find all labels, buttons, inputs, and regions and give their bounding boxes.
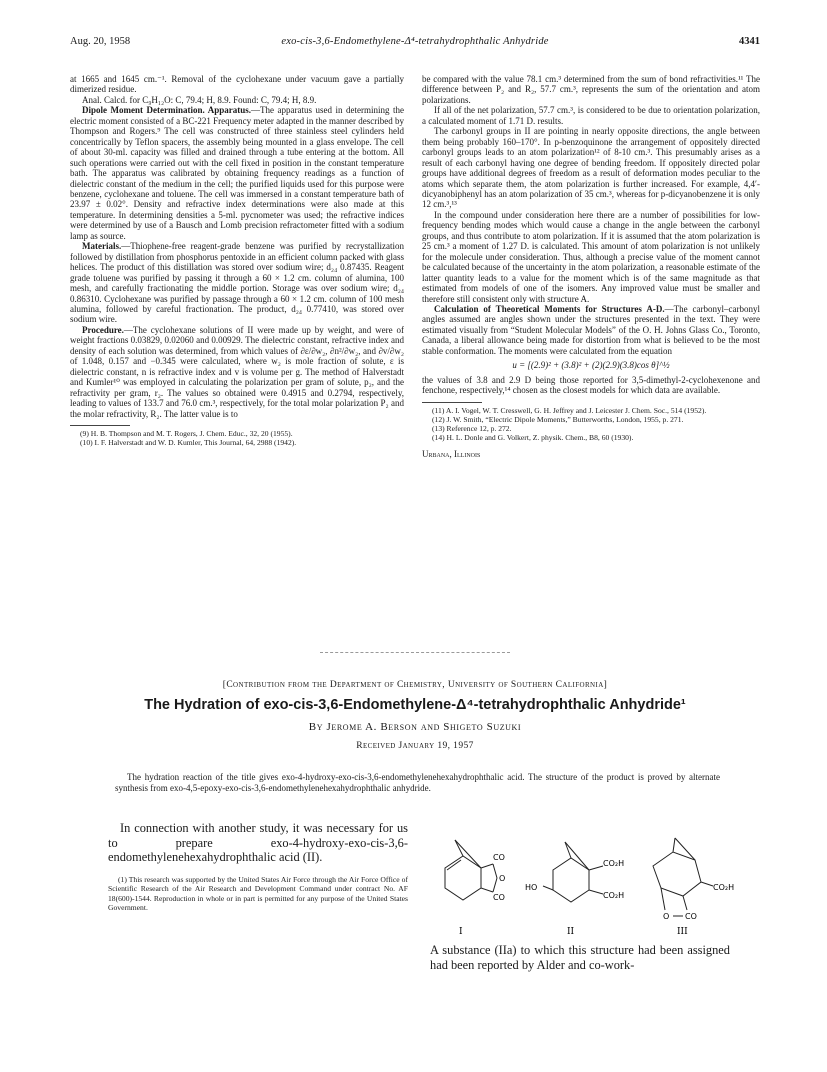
running-header: [70, 36, 760, 50]
bond: [565, 842, 571, 858]
paragraph-text: —The carbonyl–carbonyl angles assumed are angles shown under the structures presented in the text. They were estimated visually from “Student Molecular Models” of the O. H. Johns Glass Co., Toronto, Canada, a liberal allowance being made for distortion from what is believed to be the most stable conformation. The moments were calculated from the equation: [422, 303, 760, 356]
footnotes: [422, 402, 760, 443]
structure-label: HO: [525, 883, 538, 892]
bond: [565, 842, 589, 870]
bond: [661, 888, 665, 910]
header-running-title: exo-cis-3,6-Endomethylene-Δ⁴-tetrahydrophthalic Anhydride: [281, 36, 549, 47]
ring: [553, 858, 589, 902]
footnote: (10) I. F. Halverstadt and W. D. Kumler, This Journal, 64, 2988 (1942).: [80, 438, 297, 448]
section-heading: Dipole Moment Determination. Apparatus.: [82, 105, 252, 116]
footnote: (13) Reference 12, p. 272.: [432, 424, 512, 434]
left-column: [70, 74, 404, 448]
intro-paragraph: In connection with another study, it was necessary for us to prepare exo-4-hydroxy-exo-cis-3,6-endomethylenehexahydrophthalic acid (II).: [108, 821, 408, 865]
structure-label: CO: [493, 853, 505, 862]
structure-label: CO₂H: [603, 859, 625, 868]
bond: [481, 864, 493, 868]
footnote-rule: [70, 425, 130, 426]
section-heading: Materials.: [82, 241, 122, 252]
section-heading: Procedure.: [82, 324, 124, 335]
right-column: [422, 74, 760, 459]
paragraph: The carbonyl groups in II are pointing in nearly opposite directions, the angle between them being probably 160–170°. In p-benzoquinone the arrangement of oppositely directed carbonyl groups leads to an atom polarization¹² of 8-10 cm.³. This presumably arises as a result of each carbonyl having one degree of bending freedom. If oppositely directed polar groups have additional degrees of freedom as a result of deformation modes peculiar to the atoms which separate them, the atom polarization is further increased. For example, 4,4′-dicyanobiphenyl has an atom polarization of 35 cm.³, whereas for p-dicyanobenzene it is only 12 cm.³,¹³: [422, 126, 760, 210]
footnote: (14) H. L. Donle and G. Volkert, Z. physik. Chem., B8, 60 (1930).: [432, 433, 634, 443]
contribution-line: [Contribution from the Department of Chemistry, University of Southern California]: [222, 680, 608, 690]
compound-number: III: [677, 927, 688, 937]
compound-number: II: [567, 927, 575, 937]
intro-column: [108, 821, 408, 912]
article-authors: By Jerome A. Berson and Shigeto Suzuki: [308, 721, 522, 733]
footnote: (11) A. I. Vogel, W. T. Cresswell, G. H. Jeffrey and J. Leicester J. Chem. Soc., 514 (1952).: [432, 405, 707, 415]
paragraph-text: —Thiophene-free reagent-grade benzene was purified by recrystallization followed by distillation from phosphorus pentoxide in an efficient column packed with glass helices. The product of this distillation was stored over sodium wire; d₂₄ 0.87435. Reagent grade toluene was purified by passing it through a 60 × 1.2 cm. column of alumina, 100 mesh, and carefully fractionating the middle portion. Storage was over sodium wire; d₂₄ 0.86310. Cyclohexane was purified by passage through a 60 × 1.2 cm. column of 100 mesh alumina, followed by careful fractionation. The product, d₂₄ 0.77410, was stored over sodium wire.: [70, 241, 404, 325]
received-date: Received January 19, 1957: [356, 741, 474, 751]
bond: [455, 840, 481, 868]
structure-label: O: [663, 912, 670, 921]
paragraph-calculation: [422, 304, 760, 356]
paragraph: the values of 3.8 and 2.9 D being those reported for 3,5-dimethyl-2-cyclohexenone and fenchone, respectively,¹⁴ chosen as the closest models for which data are available.: [422, 374, 760, 396]
footnote: (12) J. W. Smith, “Electric Dipole Moments,” Butterworths, London, 1955, p. 271.: [432, 414, 684, 424]
bond: [481, 888, 493, 892]
paragraph: In the compound under consideration here there are a number of possibilities for low-frequency bending modes which would cause a change in the angle between the carbonyl groups, and thus contribute to atom polarization. If it is assumed that the atom polarization is 25 cm.³ a moment of 1.27 D. is calculated. This amount of atom polarization is not unlikely for the molecule under consideration. Thus, although a precise value of the moment cannot be calculated because of the uncertainty in the atom polarization, a reasonable estimate of the latter quantity leads to a value for the moment which is of the same magnitude as that estimated from models of one of the isomers. Any improved value must be smaller and therefore still consistent only with structure A.: [422, 209, 760, 304]
structure-i: [445, 840, 497, 900]
footnote: (1) This research was supported by the United States Air Force through the Air Force Office of Scientific Research of the Air Research and Development Command under contract No. AF 18(600)-1544. Reproduction in whole or in part is permitted for any purpose of the United States Government.: [108, 874, 408, 912]
paragraph-analysis: Anal. Calcd. for C₉H₁₂O: C, 79.4; H, 8.9. Found: C, 79.4; H, 8.9.: [82, 94, 317, 105]
header-date: Aug. 20, 1958: [70, 36, 131, 47]
bond: [683, 896, 687, 910]
article-separator: [320, 652, 510, 653]
structure-iii: [653, 838, 713, 916]
abstract: The hydration reaction of the title gives exo-4-hydroxy-exo-cis-3,6-endomethylenehexahydrophthalic acid. The structure of the product is proved by alternate synthesis from exo-4,5-epoxy-exo-cis-3,6-endomethylenehexahydrophthalic anhydride.: [115, 772, 720, 793]
chemical-structures: [425, 830, 735, 940]
article-title: The Hydration of exo-cis-3,6-Endomethylene-Δ⁴-tetrahydrophthalic Anhydride¹: [144, 697, 686, 713]
paragraph-procedure: [70, 325, 404, 419]
bond: [543, 886, 553, 890]
bond: [589, 866, 603, 870]
structure-label: O: [499, 874, 506, 883]
footnote: (9) H. B. Thompson and M. T. Rogers, J. Chem. Educ., 32, 20 (1955).: [80, 428, 293, 438]
structure-label: CO₂H: [713, 883, 735, 892]
paragraph: at 1665 and 1645 cm.⁻¹. Removal of the cyclohexane under vacuum gave a partially dimerized residue.: [70, 74, 404, 95]
paragraph: be compared with the value 78.1 cm.³ determined from the sum of bond refractivities.¹¹ The difference between P₂ and R₂, 57.7 cm.³, represents the sum of the orientation and atom polarizations.: [422, 74, 760, 105]
structure-label: CO: [493, 893, 505, 902]
bond: [589, 890, 603, 894]
structure-label: CO: [685, 912, 697, 921]
compound-number: I: [459, 927, 463, 937]
continuation-paragraph: A substance (IIa) to which this structure had been assigned had been reported by Alder and co-work-: [430, 943, 730, 972]
header-page-number: 4341: [739, 36, 760, 47]
footnotes: [70, 425, 404, 448]
paragraph-text: —The cyclohexane solutions of II were made up by weight, and were of weight fractions 0.03829, 0.02060 and 0.00929. The dielectric constant, refractive index and density of each solution was determined, from which values of ∂ε/∂w₂, ∂n²/∂w₂, and ∂v/∂w₂ of 1.048, 0.157 and −0.345 were calculated, where w₂ is mole fraction of solute, ε is dielectric constant, n is refractive index and v is volume per g. The method of Halverstadt and Kumler¹⁰ was employed in calculating the polarization per gram of solute, p₂, and the refractivity per gram, r₂. The values so obtained were 0.4915 and 0.2794, respectively, leading to values of 133.7 and 76.0 cm.³, respectively, for the total molar polarization P₂ and the molar refractivity, R₂. The latter value is to: [70, 324, 404, 419]
affiliation: Urbana, Illinois: [422, 448, 481, 459]
paragraph-text: —The apparatus used in determining the electric moment consisted of a BC-221 Frequency meter adapted in the manner described by Thompson and Rogers.⁹ The cell was constructed of three stainless steel cylinders held concentrically by Teflon spacers, the assembly being mounted in a glass envelope. The cell of about 30-ml. capacity was filled and drained through a tube entering at the bottom. All such operations were carried out with the cell fixed in position in the constant temperature bath. The apparatus was calibrated by obtaining frequency readings as a function of dielectric constant of the medium in the cell; the purified liquids used for this purpose were benzene, cyclohexane and toluene. The cell was immersed in a constant temperature bath of 23.97 ± 0.02°. Density and refractive index determinations were also made at this temperature. In determining densities a 5-ml. pycnometer was used; the refractive indices were determined by use of a Bausch and Lomb precision refractometer fitted with a sodium lamp as source.: [70, 105, 404, 241]
structure-ii: [543, 842, 603, 902]
structure-label: CO₂H: [603, 891, 625, 900]
paragraph: If all of the net polarization, 57.7 cm.³, is considered to be due to orientation polarization, a calculated moment of 1.71 D. results.: [422, 105, 760, 126]
equation: u = [(2.9)² + (3.8)² + (2)(2.9)(3.8)cos θ]^½: [512, 360, 670, 371]
paragraph-apparatus: [70, 105, 404, 241]
bond: [673, 838, 675, 852]
section-heading: Calculation of Theoretical Moments for Structures A-D.: [434, 303, 665, 314]
structures-svg: [425, 830, 735, 940]
bond: [493, 878, 497, 892]
footnote-rule: [422, 402, 482, 403]
bond: [701, 882, 713, 886]
paragraph-materials: [70, 241, 404, 325]
bond: [493, 864, 497, 878]
